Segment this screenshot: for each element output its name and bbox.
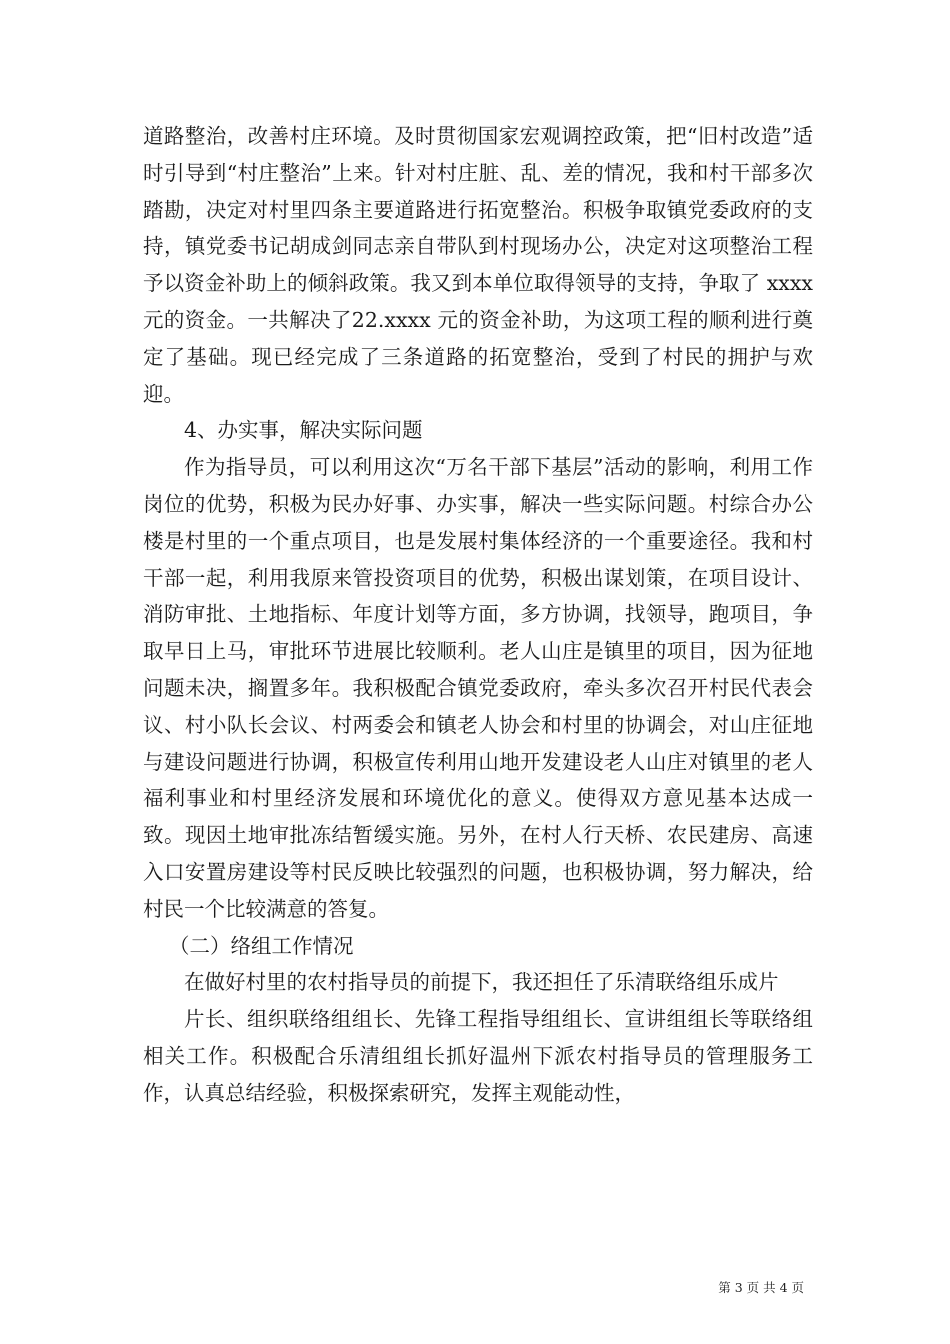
paragraph-liaison-duties: 片长、组织联络组组长、先锋工程指导组组长、宣讲组组长等联络组相关工作。积极配合乐清组组长抓好温州下派农村指导员的管理服务工作，认真总结经验，积极探索研究，发挥主观能动性， (143, 1007, 813, 1105)
section-heading-practical-matters: 4、办实事，解决实际问题 (184, 418, 423, 443)
document-body (143, 118, 813, 1112)
section-heading-liaison-group: （二）络组工作情况 (169, 933, 354, 958)
paragraph-practical-matters: 作为指导员，可以利用这次“万名干部下基层”活动的影响，利用工作岗位的优势，积极为民办好事、办实事，解决一些实际问题。村综合办公楼是村里的一个重点项目，也是发展村集体经济的一个重要途径。我和村干部一起，利用我原来管投资项目的优势，积极出谋划策，在项目设计、消防审批、土地指标、年度计划等方面，多方协调，找领导，跑项目，争取早日上马，审批环节进展比较顺利。老人山庄是镇里的项目，因为征地问题未决，搁置多年。我积极配合镇党委政府，牵头多次召开村民代表会议、村小队长会议、村两委会和镇老人协会和村里的协调会，对山庄征地与建设问题进行协调，积极宣传利用山地开发建设老人山庄对镇里的老人福利事业和村里经济发展和环境优化的意义。使得双方意见基本达成一致。现因土地审批冻结暂缓实施。另外，在村人行天桥、农民建房、高速入口安置房建设等村民反映比较强烈的问题，也积极协调，努力解决，给村民一个比较满意的答复。 (143, 455, 813, 921)
paragraph-liaison-intro: 在做好村里的农村指导员的前提下，我还担任了乐清联络组乐成片 (184, 970, 779, 995)
page-number-footer: 第 3 页 共 4 页 (718, 1280, 804, 1295)
paragraph-road-improvement: 道路整治，改善村庄环境。及时贯彻国家宏观调控政策，把“旧村改造”适时引导到“村庄整治”上来。针对村庄脏、乱、差的情况，我和村干部多次踏勘，决定对村里四条主要道路进行拓宽整治。积极争取镇党委政府的支持，镇党委书记胡成剑同志亲自带队到村现场办公，决定对这项整治工程予以资金补助上的倾斜政策。我又到本单位取得领导的支持，争取了 xxxx 元的资金。一共解决了22.xxxx 元的资金补助，为这项工程的顺利进行奠定了基础。现已经完成了三条道路的拓宽整治，受到了村民的拥护与欢迎。 (143, 124, 813, 406)
